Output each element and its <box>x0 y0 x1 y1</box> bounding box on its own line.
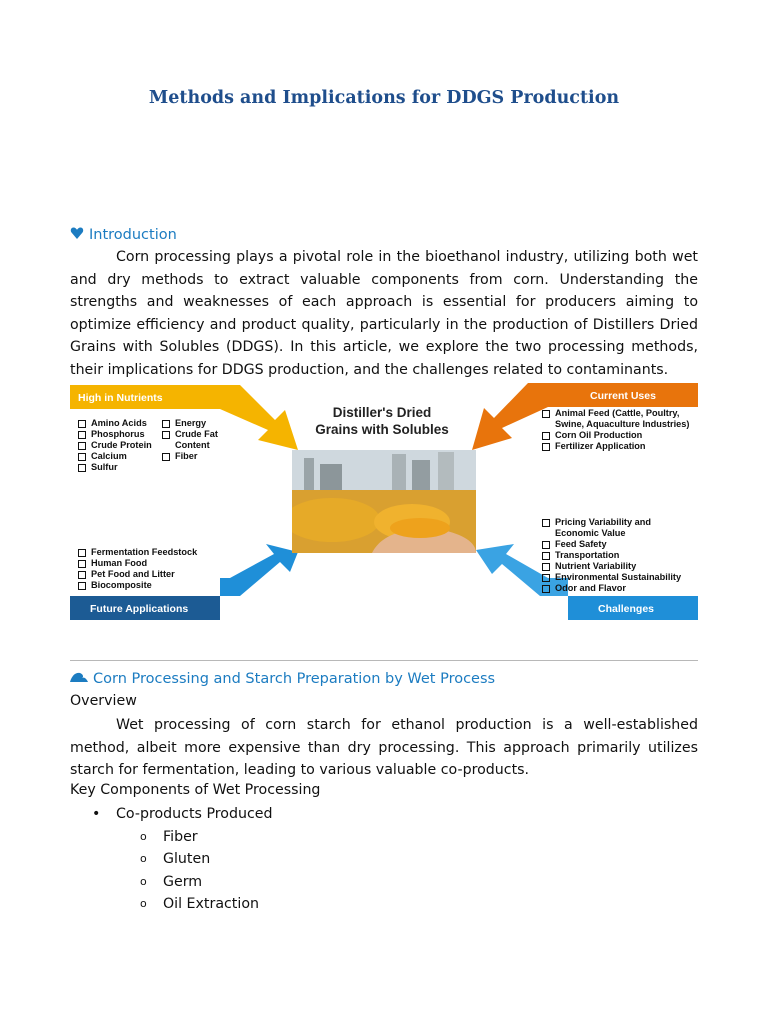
list-item: Human Food <box>78 558 197 569</box>
intro-paragraph: Corn processing plays a pivotal role in the bioethanol industry, utilizing both wet and dry methods to extract valuable components from corn. Understanding the strengths and weaknesses of each approach is essential for producers aiming to optimize efficiency and product quality, particularly in the production of Distillers Dried Grains with Solubles (DDGS). In this article, we explore the two processing methods, their implications for DDGS production, and the challenges related to contaminants. <box>70 249 698 378</box>
overview-label: Overview <box>70 693 137 709</box>
list-item: Amino Acids <box>78 418 152 429</box>
intro-heading <box>70 226 177 244</box>
wet-process-heading-text: Corn Processing and Starch Preparation by Wet Process <box>93 671 496 687</box>
list-item: Phosphorus <box>78 429 152 440</box>
list-item: Odor and Flavor <box>542 583 681 594</box>
challenges-label: Challenges <box>598 603 655 615</box>
nutrients-list-1 <box>78 418 152 473</box>
future-applications-list <box>78 547 197 591</box>
list-item: Content <box>175 440 210 450</box>
list-item: Calcium <box>78 451 152 462</box>
list-item: Pricing Variability and <box>542 517 681 528</box>
list-item: o Fiber <box>140 828 198 845</box>
key-components-label: Key Components of Wet Processing <box>70 782 321 798</box>
list-item: • Co-products Produced <box>92 806 273 822</box>
list-item: Sulfur <box>78 462 152 473</box>
list-item: Crude Protein <box>78 440 152 451</box>
list-item: Corn Oil Production <box>542 430 689 441</box>
list-item: Fermentation Feedstock <box>78 547 197 558</box>
intro-heading-text: Introduction <box>89 227 177 243</box>
ddgs-photo-illustration <box>292 450 476 553</box>
ddgs-infographic <box>70 382 698 622</box>
list-item: Energy <box>162 418 218 429</box>
challenges-list <box>542 517 681 594</box>
high-nutrients-label: High in Nutrients <box>78 392 163 404</box>
page-title: Methods and Implications for DDGS Production <box>148 88 620 108</box>
infographic-center-title: Distiller's Dried Grains with Solubles <box>315 405 449 437</box>
list-item: Crude Fat <box>162 429 218 440</box>
heart-icon <box>70 226 84 244</box>
list-item: o Oil Extraction <box>140 896 259 913</box>
list-item: Swine, Aquaculture Industries) <box>555 419 690 429</box>
ddgs-photo <box>292 450 476 553</box>
list-item: Pet Food and Litter <box>78 569 197 580</box>
overview-paragraph: Wet processing of corn starch for ethanol production is a well-established method, albeit more expensive than dry processing. This approach primarily utilizes starch for fermentation, leading to various valuable co-products. <box>70 717 698 778</box>
wave-icon <box>70 670 88 688</box>
list-item: o Gluten <box>140 851 211 868</box>
list-item: Biocomposite <box>78 580 197 591</box>
current-uses-list <box>542 408 689 452</box>
current-uses-label: Current Uses <box>590 390 656 402</box>
coproducts-list <box>70 803 698 916</box>
wet-process-heading <box>70 670 495 688</box>
list-item: Nutrient Variability <box>542 561 681 572</box>
nutrients-list-2 <box>162 418 218 462</box>
list-item: o Germ <box>140 873 203 890</box>
section-divider <box>70 660 698 661</box>
list-item: Environmental Sustainability <box>542 572 681 583</box>
list-item: Fiber <box>162 451 218 462</box>
list-item: Fertilizer Application <box>542 441 689 452</box>
list-item: Economic Value <box>555 528 626 538</box>
list-item: Feed Safety <box>542 539 681 550</box>
list-item: Animal Feed (Cattle, Poultry, <box>542 408 689 419</box>
future-applications-label: Future Applications <box>90 603 189 615</box>
list-item: Transportation <box>542 550 681 561</box>
